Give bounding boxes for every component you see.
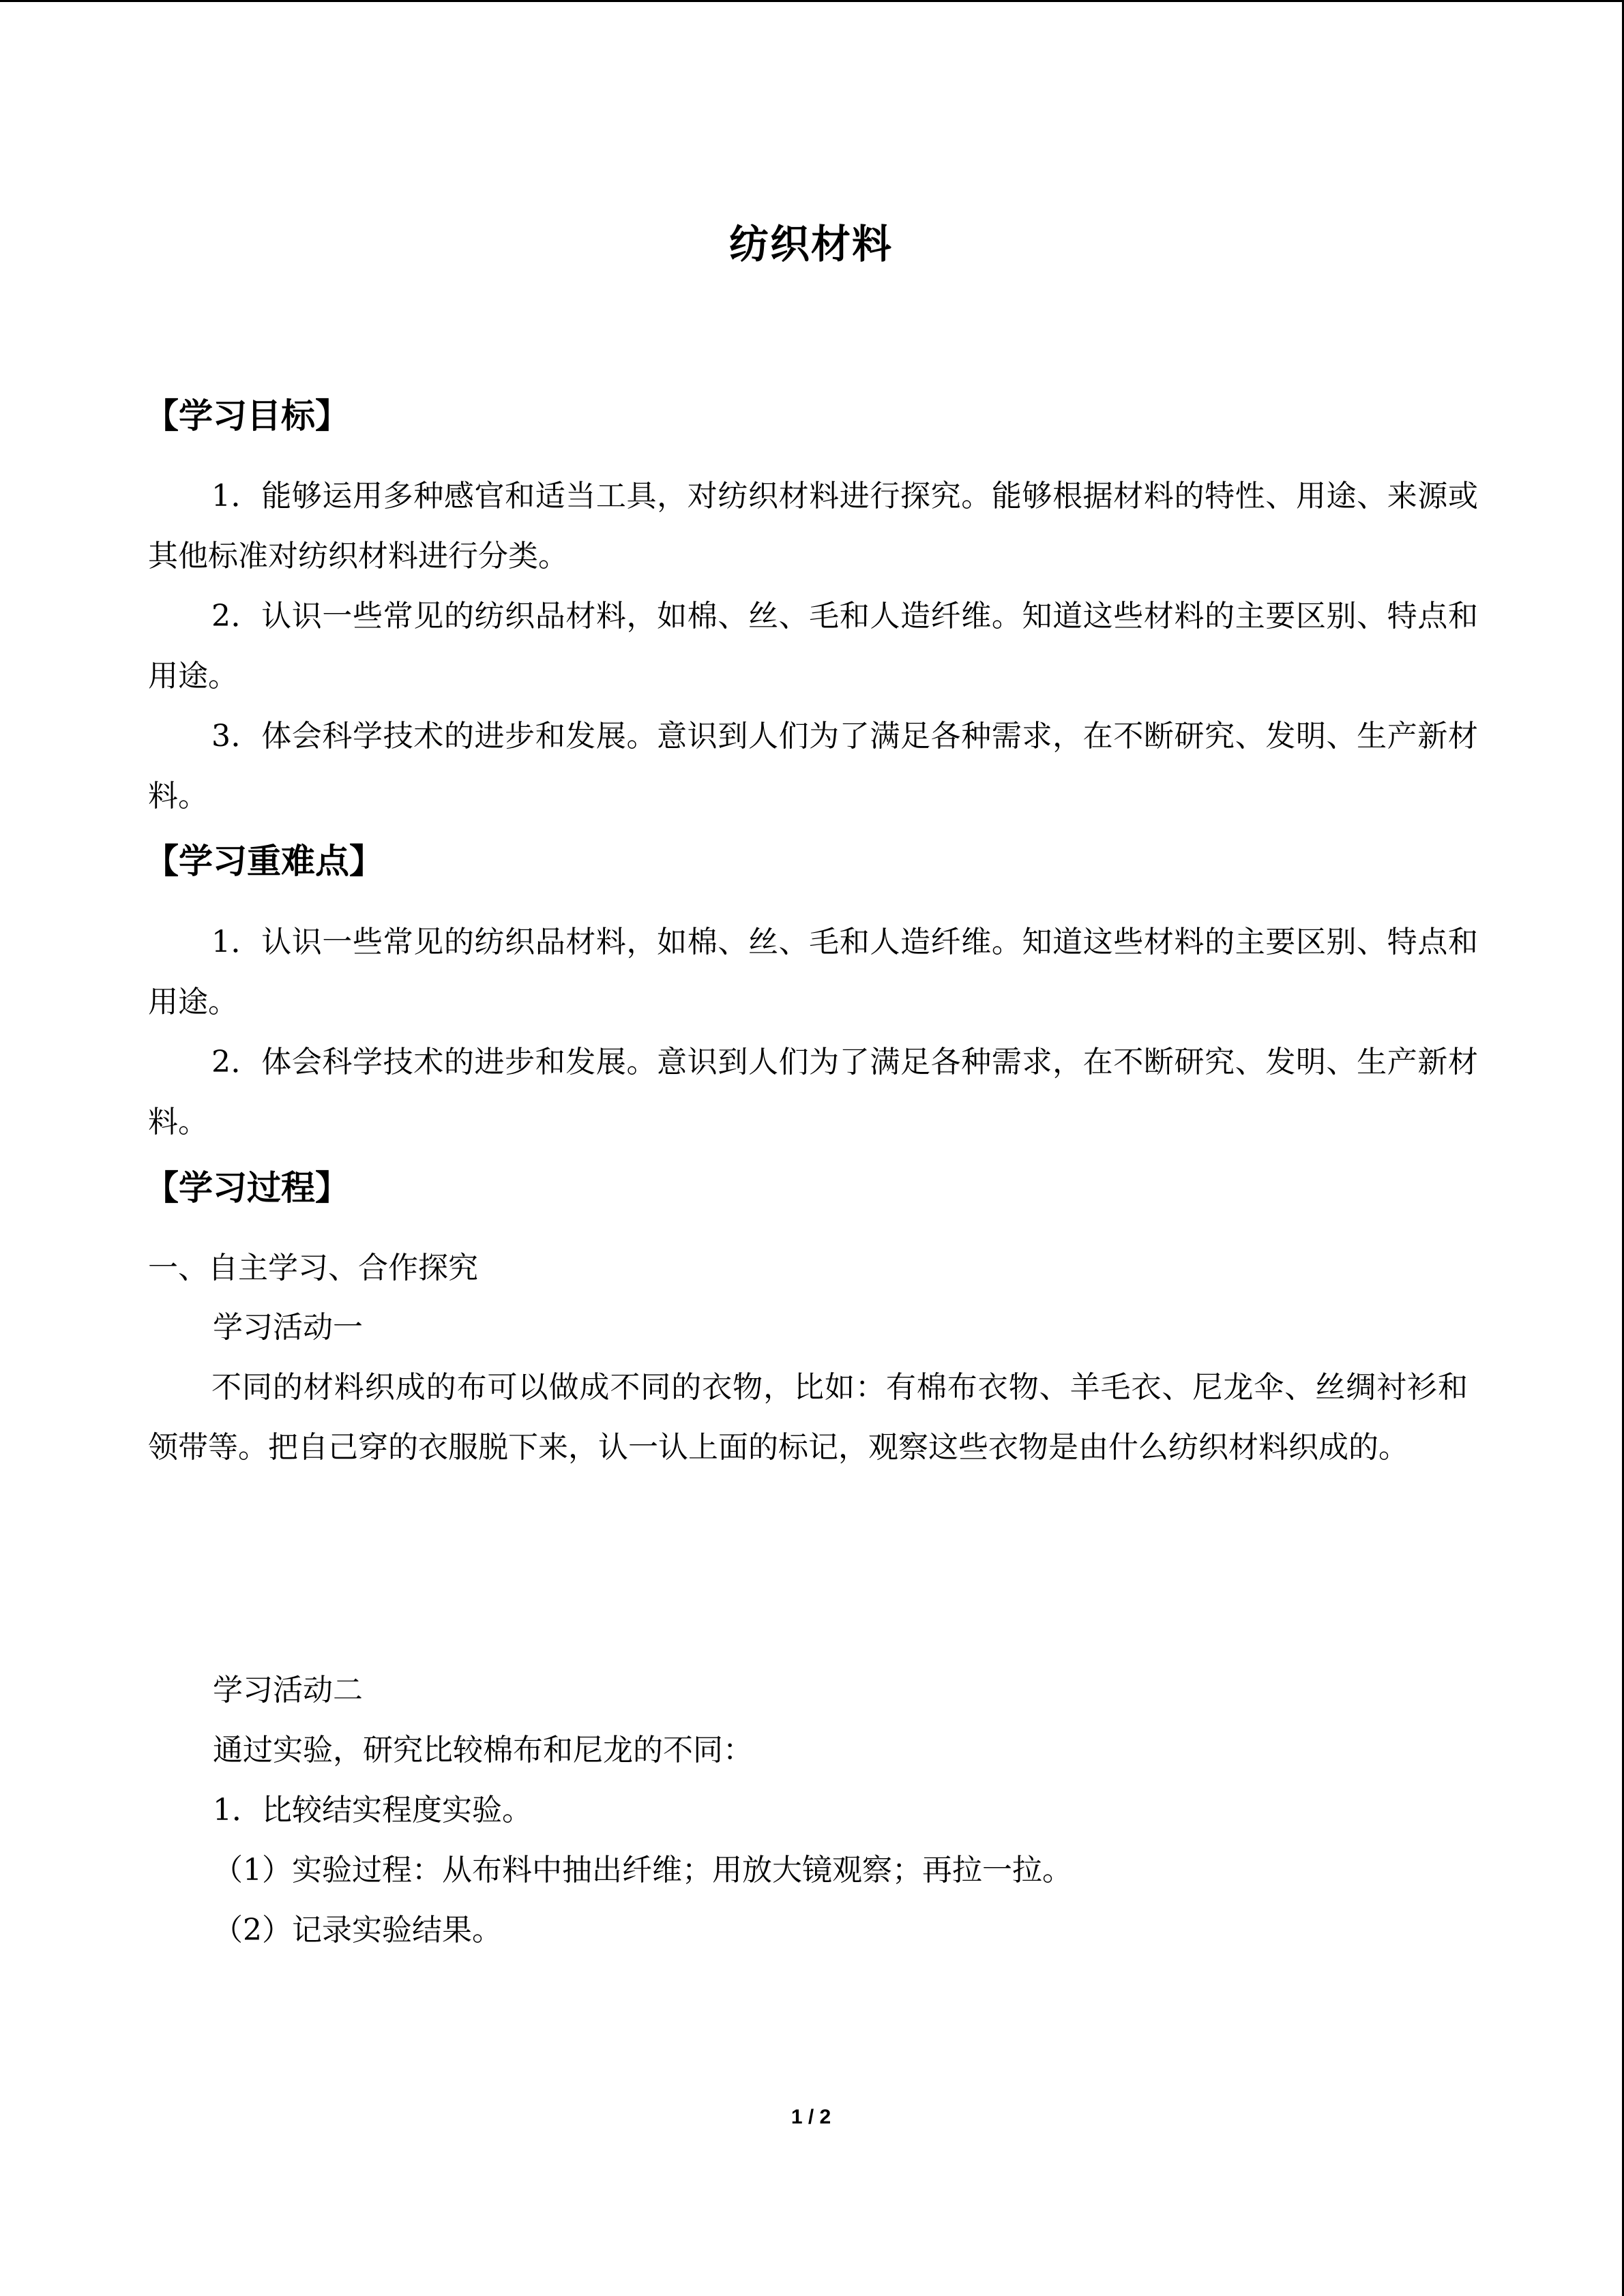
activity-two-sub-1: （1）实验过程：从布料中抽出纤维；用放大镜观察；再拉一拉。 — [213, 1853, 1072, 1888]
activity-two-intro: 通过实验，研究比较棉布和尼龙的不同： — [213, 1733, 753, 1768]
activity-two-title: 学习活动二 — [213, 1673, 363, 1708]
activity-two-step-1: 1．比较结实程度实验。 — [213, 1793, 532, 1828]
goal-item-1: 1．能够运用多种感官和适当工具，对纺织材料进行探究。能够根据材料的特性、用途、来源或其他标准对纺织材料进行分类。 — [148, 479, 1478, 573]
section-heading-process: 【学习过程】 — [145, 1168, 349, 1208]
page-title: 纺织材料 — [728, 221, 893, 267]
key-point-item-2: 2．体会科学技术的进步和发展。意识到人们为了满足各种需求，在不断研究、发明、生产新材料。 — [148, 1045, 1478, 1139]
section-heading-key-points: 【学习重难点】 — [145, 841, 383, 881]
section-heading-goals: 【学习目标】 — [145, 396, 349, 436]
page-number: 1 / 2 — [791, 2106, 831, 2128]
activity-one-text: 不同的材料织成的布可以做成不同的衣物，比如：有棉布衣物、羊毛衣、尼龙伞、丝绸衬衫和领带等。把自己穿的衣服脱下来，认一认上面的标记，观察这些衣物是由什么纺织材料织成的。 — [148, 1370, 1468, 1465]
key-point-item-1: 1．认识一些常见的纺织品材料，如棉、丝、毛和人造纤维。知道这些材料的主要区别、特点和用途。 — [148, 925, 1478, 1019]
activity-two-sub-2: （2）记录实验结果。 — [213, 1913, 502, 1948]
goal-item-3: 3．体会科学技术的进步和发展。意识到人们为了满足各种需求，在不断研究、发明、生产新材料。 — [148, 719, 1478, 814]
goal-item-2: 2．认识一些常见的纺织品材料，如棉、丝、毛和人造纤维。知道这些材料的主要区别、特点和用途。 — [148, 599, 1478, 694]
process-part-one: 一、自主学习、合作探究 — [148, 1251, 478, 1285]
activity-one-title: 学习活动一 — [213, 1310, 363, 1345]
